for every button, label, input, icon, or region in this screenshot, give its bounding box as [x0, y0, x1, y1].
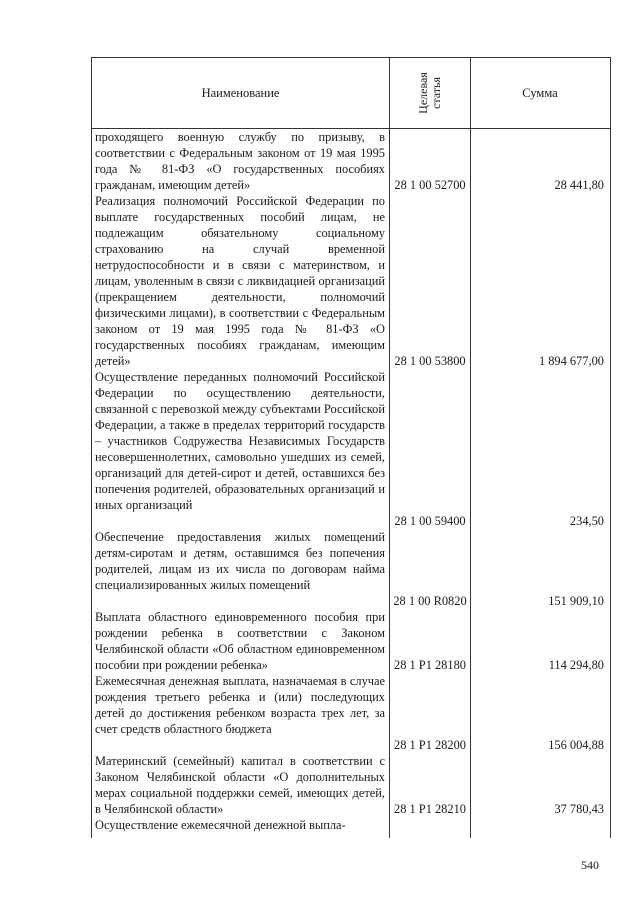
- column-divider-sum: [470, 58, 471, 838]
- row-name: проходящего военную службу по призыву, в соответствии с Федеральным законом от 19 мая 1995 года № 81-ФЗ «О государственных пособиях гражданам, имеющим детей»: [95, 130, 385, 193]
- row-name: Реализация полномочий Российской Федерации по выплате государственных пособий лицам, не подлежащим обязательному социальному страхованию на случай временной нетрудоспособности и в связи с материнством, и лицам, уволенным в связи с ликвидацией организаций (прекращением деятельности, полномочий физическими лицами), в соответствии с Федеральным законом от 19 мая 1995 года № 81-ФЗ «О государственных пособиях гражданам, имеющим детей»: [95, 194, 385, 369]
- column-divider-code: [389, 58, 390, 838]
- row-amount: 234,50: [569, 514, 604, 528]
- row-name: Материнский (семейный) капитал в соответствии с Законом Челябинской области «О дополнительных мерах социальной поддержки семей, имеющих детей, в Челябинской области»: [95, 754, 385, 817]
- row-code: 28 1 00 53800: [394, 354, 466, 368]
- row-name: Ежемесячная денежная выплата, назначаемая в случае рождения третьего ребенка и (или) последующих детей до достижения ребенком возраста трех лет, за счет средств областного бюджета: [95, 674, 385, 737]
- header-sum: Сумма: [522, 85, 558, 100]
- header-code: Целевая статья: [415, 72, 443, 114]
- row-name: Осуществление ежемесячной денежной выпла-: [95, 818, 346, 832]
- row-amount: 1 894 677,00: [538, 354, 604, 368]
- row-code: 28 1 P1 28210: [394, 802, 466, 816]
- row-name: Выплата областного единовременного пособия при рождении ребенка в соответствии с Законом Челябинской области «Об областном единовременном пособии при рождении ребенка»: [95, 610, 385, 673]
- row-code: 28 1 00 59400: [394, 514, 466, 528]
- row-code: 28 1 P1 28180: [394, 658, 466, 672]
- row-code: 28 1 00 R0820: [393, 594, 467, 608]
- header-code-cell: [389, 58, 470, 128]
- header-name: Наименование: [201, 85, 280, 100]
- page-number: 540: [581, 858, 599, 872]
- row-code: 28 1 P1 28200: [394, 738, 466, 752]
- row-amount: 37 780,43: [554, 802, 604, 816]
- row-amount: 151 909,10: [548, 594, 604, 608]
- row-amount: 28 441,80: [554, 178, 604, 192]
- row-name: Осуществление переданных полномочий Российской Федерации по осуществлению деятельности, связанной с перевозкой между субъектами Российской Федерации, а также в пределах территорий государств – участников Содружества Независимых Государств несовершеннолетних, самовольно ушедших из семей, организаций для детей-сирот и детей, оставшихся без попечения родителей, образовательных организаций и иных организаций: [95, 370, 385, 513]
- row-amount: 156 004,88: [548, 738, 604, 752]
- row-name: Обеспечение предоставления жилых помещений детям-сиротам и детям, оставшимся без попечения родителей, лицам из их числа по договорам найма специализированных жилых помещений: [95, 530, 385, 593]
- row-amount: 114 294,80: [548, 658, 604, 672]
- budget-table: [91, 57, 611, 838]
- row-code: 28 1 00 52700: [394, 178, 466, 192]
